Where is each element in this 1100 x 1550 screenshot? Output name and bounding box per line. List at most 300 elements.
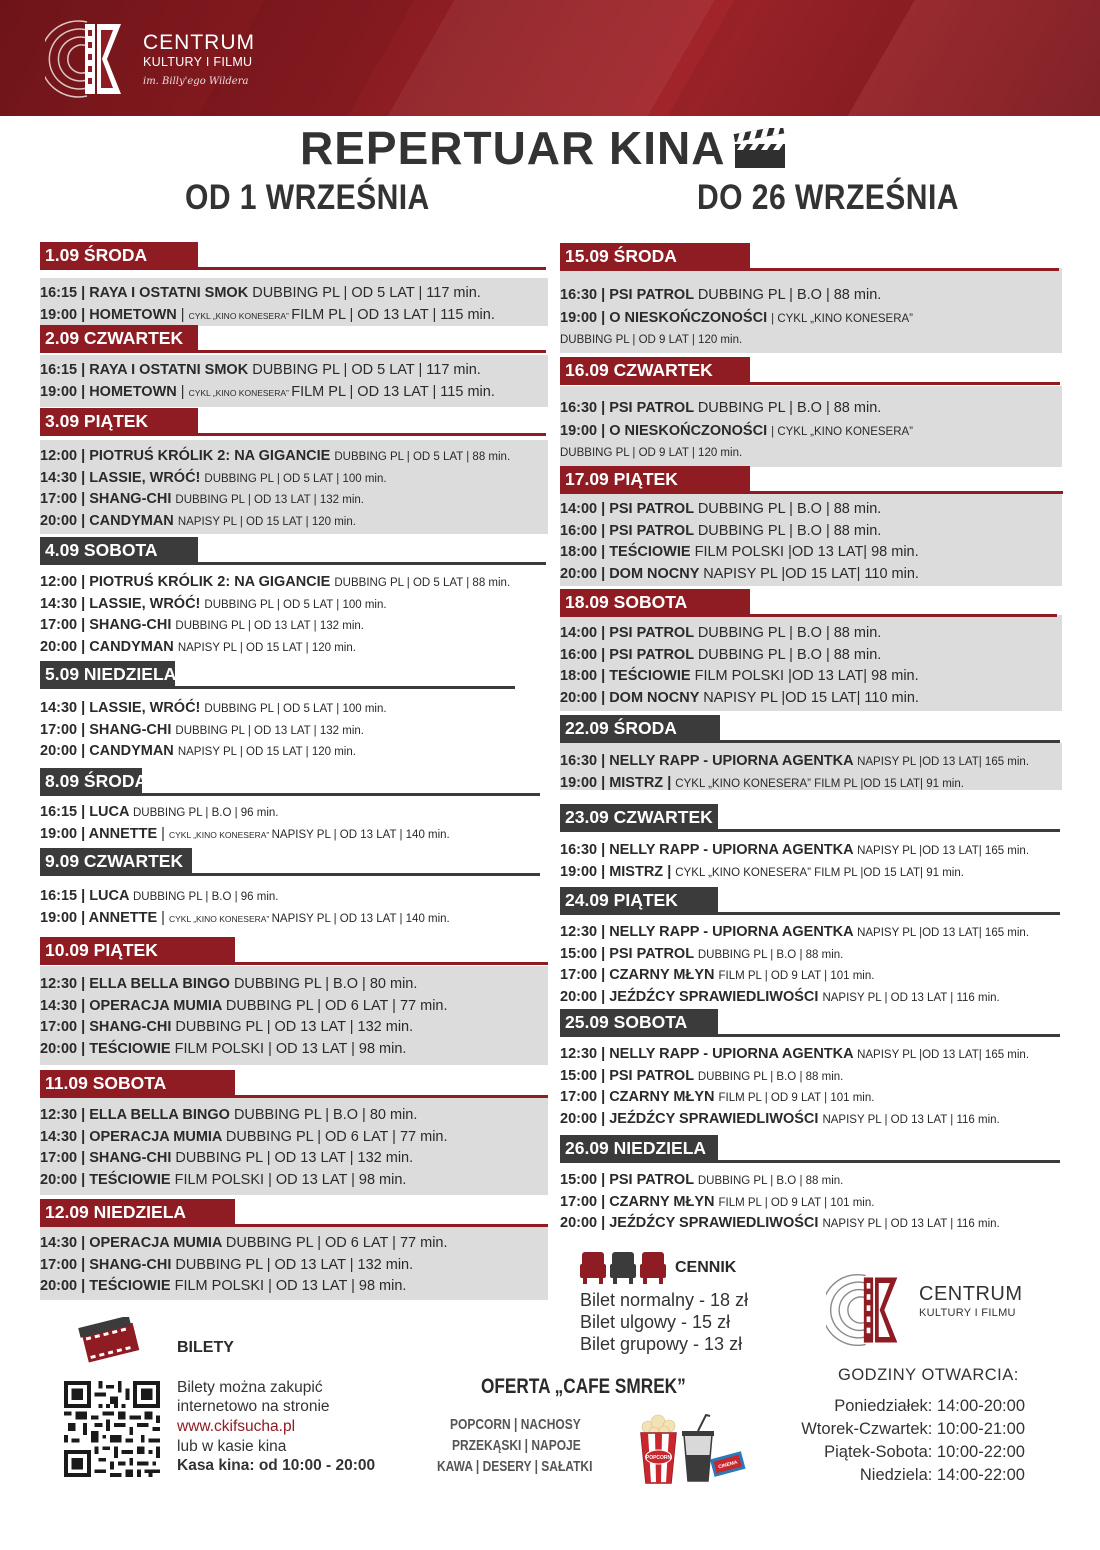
movie-details: DUBBING PL | OD 5 LAT | 88 min. [334,451,511,463]
cafe-offer-line-2: PRZEKĄSKI | NAPOJE [452,1437,581,1454]
movie-title: TEŚCIOWIE [609,544,695,560]
day-header: 23.09 CZWARTEK [560,804,718,831]
showtime: 17:00 | [40,1150,90,1166]
showtime-row [560,1213,1062,1235]
movie-title: MISTRZ [609,863,668,880]
movie-details: NAPISY PL | OD 15 LAT | 120 min. [177,641,356,654]
day-header: 3.09 PIĄTEK [40,408,198,435]
day-header: 9.09 CZWARTEK [40,848,192,875]
movie-details: CYKL „KINO KONESERA” [168,913,272,924]
movie-details: CYKL „KINO KONESERA” [168,829,272,840]
movie-details: DUBBING PL | OD 6 LAT | 77 min. [225,997,448,1014]
popcorn-drink-icon [636,1413,746,1485]
price-normal: Bilet normalny - 18 zł [580,1290,749,1310]
movie-details: FILM PL | OD 9 LAT | 101 min. [718,1092,875,1104]
showtime-row [40,1127,548,1149]
movie-title: PSI PATROL [609,646,698,663]
logo-subtitle: KULTURY I FILMU [143,55,253,69]
movie-title: MISTRZ [609,774,668,791]
showtime: 20:00 | [560,689,610,706]
right-day-6 [560,804,1062,880]
right-day-8 [560,1009,1062,1127]
showtime: 14:30 | [40,595,90,612]
showtime-row [40,572,548,594]
showtime: 14:00 | [560,625,610,641]
showtime: 14:30 | [40,1235,90,1251]
showtimes-list [560,751,1062,794]
left-day-2 [40,325,548,400]
movie-details: NAPISY PL | OD 15 LAT | 120 min. [177,746,356,758]
showtimes-list [40,283,548,326]
cafe-offer-line-3: KAWA | DESERY | SAŁATKI [437,1458,593,1475]
movie-title: OPERACJA MUMIA [89,1128,226,1145]
showtime-row [40,489,548,511]
showtime-row [560,840,1062,862]
showtime: 12:30 | [40,1107,90,1123]
movie-details: NAPISY PL |OD 13 LAT| 165 min. [857,756,1030,768]
movie-details: FILM POLSKI | OD 13 LAT | 98 min. [174,1040,407,1057]
showtimes-list [560,623,1062,709]
bilety-text-2: internetowo na stronie [177,1398,330,1415]
showtime: 20:00 | [560,988,610,1005]
movie-details: DUBBING PL | OD 6 LAT | 77 min. [225,1128,448,1145]
movie-details: DUBBING PL | OD 9 LAT | 120 min. [560,334,743,346]
movie-title: SHANG-CHI [89,1256,176,1273]
movie-details: DUBBING PL | B.O | 96 min. [132,807,279,819]
showtime: 19:00 | [40,825,89,842]
movie-title: PSI PATROL [609,400,698,416]
movie-details: DUBBING PL | OD 13 LAT | 132 min. [175,1019,414,1035]
showtime: | [667,774,676,791]
movie-title: HOMETOWN [89,383,181,400]
cinema-seats-icon [580,1248,670,1286]
movie-title: O NIESKOŃCZONOŚCI [609,310,772,326]
movie-details: DUBBING PL | OD 5 LAT | 100 min. [204,598,387,611]
showtime-row [40,886,548,908]
showtime: 19:00 | [560,423,610,439]
date-to: DO 26 WRZEŚNIA [697,178,959,217]
showtimes-list [560,1044,1062,1130]
logo-title: CENTRUM [143,31,255,54]
price-reduced: Bilet ulgowy - 15 zł [580,1312,731,1332]
movie-details: FILM PL | OD 9 LAT | 101 min. [718,1196,875,1209]
showtime-row [560,1192,1062,1214]
movie-title: PSI PATROL [609,625,698,641]
showtime-row [560,1087,1062,1109]
movie-details: DUBBING PL | OD 5 LAT | 117 min. [252,285,481,301]
movie-details: | [180,306,189,323]
movie-title: LASSIE, WRÓĆ! [89,595,205,612]
day-header: 12.09 NIEDZIELA [40,1199,235,1226]
movie-title: ELLA BELLA BINGO [89,976,234,992]
showtime-row [40,1148,548,1170]
showtime: 12:30 | [40,976,90,992]
showtime: 19:00 | [560,863,610,880]
showtime: 12:00 | [40,574,90,590]
movie-details: CYKL „KINO KONESERA” [188,310,292,321]
cinema-label: CINEMA [717,1459,739,1471]
left-day-8 [40,937,548,1057]
movie-details: NAPISY PL |OD 13 LAT| 165 min. [857,927,1030,939]
right-day-7 [560,887,1062,1005]
movie-title: JEŹDŹCY SPRAWIEDLIWOŚCI [609,1215,823,1231]
movie-details: DUBBING PL | B.O | 88 min. [697,625,882,641]
showtime: 16:30 | [560,287,610,303]
movie-details: DUBBING PL | B.O | 88 min. [697,287,882,303]
showtime-row [560,688,1062,710]
movie-details: NAPISY PL | OD 13 LAT | 116 min. [822,991,1000,1004]
showtime-row [560,987,1062,1009]
cafe-offer-line-1: POPCORN | NACHOSY [450,1416,581,1433]
left-day-1 [40,242,548,323]
movie-details: DUBBING PL | OD 5 LAT | 100 min. [204,472,387,485]
movie-details: FILM PL | OD 13 LAT | 115 min. [291,383,495,400]
right-day-5 [560,715,1062,791]
day-header: 22.09 ŚRODA [560,715,720,742]
day-header: 4.09 SOBOTA [40,537,198,564]
left-day-10 [40,1199,548,1294]
movie-title: SHANG-CHI [89,1150,176,1166]
movie-details: | CYKL „KINO KONESERA” [771,313,914,325]
popcorn-label: POPCORN [645,1455,672,1461]
showtime-row [560,329,1062,350]
showtime: 17:00 | [40,721,90,738]
showtime: 19:00 | [560,774,610,791]
bilety-text-1: Bilety można zakupić [177,1379,323,1396]
movie-details: DUBBING PL | OD 13 LAT | 132 min. [175,724,364,737]
day-header: 11.09 SOBOTA [40,1070,235,1097]
showtime: 20:00 | [40,1171,90,1188]
showtime-row [560,944,1062,966]
showtimes-list [40,572,548,658]
showtime-row [40,1039,548,1061]
showtime: 16:15 | [40,285,90,301]
movie-title: NELLY RAPP - UPIORNA AGENTKA [609,753,858,769]
movie-details: DUBBING PL | B.O | 88 min. [697,501,882,517]
bilety-box-office-hours: Kasa kina: od 10:00 - 20:00 [177,1457,376,1474]
showtime-row [560,421,1062,442]
right-day-9 [560,1135,1062,1231]
showtime-row [40,637,548,659]
movie-title: PSI PATROL [609,501,698,517]
showtime-row [40,1255,548,1277]
movie-details: DUBBING PL | B.O | 88 min. [697,646,882,663]
showtime: 16:00 | [560,646,610,663]
showtime: 19:00 | [40,306,90,323]
showtime: 14:00 | [560,501,610,517]
showtime-row [40,615,548,637]
hours-sunday: Niedziela: 14:00-22:00 [859,1466,1025,1484]
showtime-row [560,1109,1062,1131]
showtime-row [40,1233,548,1255]
showtime: 18:00 | [560,668,610,684]
showtime-row [560,283,1062,308]
showtime: 20:00 | [40,1040,90,1057]
showtime-row [560,773,1062,795]
showtimes-list [40,360,548,403]
movie-title: JEŹDŹCY SPRAWIEDLIWOŚCI [609,988,823,1005]
showtime: 16:30 | [560,842,610,858]
showtime: 20:00 | [560,1215,610,1231]
cennik-title: CENNIK [675,1259,737,1276]
day-header: 25.09 SOBOTA [560,1009,718,1036]
left-day-6 [40,768,548,842]
showtime: 15:00 | [560,945,610,962]
movie-details: DUBBING PL | OD 9 LAT | 120 min. [560,447,743,459]
showtime-row [40,974,548,996]
showtime: 17:00 | [560,1193,610,1210]
showtime-row [560,1066,1062,1088]
showtime: 20:00 | [560,565,610,582]
showtime: 16:15 | [40,888,90,904]
showtime-row [560,521,1062,543]
bilety-website-link[interactable]: www.ckifsucha.pl [177,1418,296,1435]
showtimes-list [40,802,548,845]
movie-title: TEŚCIOWIE [609,668,695,684]
movie-title: SHANG-CHI [89,491,176,507]
movie-details: DUBBING PL | OD 13 LAT | 132 min. [175,1256,414,1273]
showtime-row [560,499,1062,521]
movie-title: CANDYMAN [89,638,178,655]
movie-details: DUBBING PL | OD 5 LAT | 117 min. [252,362,481,378]
movie-details: NAPISY PL | OD 15 LAT | 120 min. [177,515,356,528]
clapperboard-icon [733,128,789,170]
movie-details: DUBBING PL | B.O | 96 min. [132,891,279,903]
price-group: Bilet grupowy - 13 zł [580,1334,743,1354]
movie-details: CYKL „KINO KONESERA” [188,387,292,398]
showtime-row [560,666,1062,688]
showtimes-list [560,1170,1062,1235]
movie-title: OPERACJA MUMIA [89,997,226,1014]
right-day-1 [560,243,1062,346]
showtime: 17:00 | [560,1089,610,1105]
showtime: 17:00 | [560,967,610,983]
hours-tue-thu: Wtorek-Czwartek: 10:00-21:00 [801,1420,1025,1438]
movie-details: NAPISY PL | OD 13 LAT | 116 min. [822,1113,1000,1126]
showtime-row [40,594,548,616]
movie-title: CANDYMAN [89,743,178,759]
bilety-title: BILETY [177,1339,234,1356]
movie-details: NAPISY PL |OD 15 LAT| 110 min. [703,565,919,582]
movie-title: CZARNY MŁYN [609,967,719,983]
tickets-icon [78,1317,140,1363]
showtime-row [40,360,548,382]
showtime: 17:00 | [40,617,90,633]
movie-title: PSI PATROL [609,945,698,962]
movie-title: SHANG-CHI [89,617,176,633]
showtimes-list [40,698,548,763]
showtime: 14:30 | [40,1128,90,1145]
showtime: 15:00 | [560,1067,610,1084]
movie-details: NAPISY PL | OD 13 LAT | 140 min. [271,912,450,925]
movie-title: TEŚCIOWIE [89,1040,175,1057]
showtime-row [560,308,1062,329]
day-header: 15.09 ŚRODA [560,243,750,270]
showtime-row [560,564,1062,586]
right-day-4 [560,589,1062,706]
showtime: 12:30 | [560,1046,610,1062]
showtime-row [40,908,548,930]
showtime: 20:00 | [40,743,90,759]
showtime: 12:30 | [560,924,610,940]
showtime: 17:00 | [40,1256,90,1273]
movie-details: DUBBING PL | B.O | 88 min. [697,400,882,416]
movie-title: LASSIE, WRÓĆ! [89,700,205,716]
movie-details: | [161,909,169,926]
left-day-3 [40,408,548,529]
movie-details: DUBBING PL | OD 5 LAT | 88 min. [334,577,511,589]
movie-details: CYKL „KINO KONESERA” FILM PL |OD 15 LAT| 91 min. [675,866,964,879]
movie-details: FILM POLSKI | OD 13 LAT | 98 min. [174,1171,407,1188]
cafe-offer-title: OFERTA „CAFE SMREK” [481,1375,686,1398]
movie-title: PSI PATROL [609,522,698,539]
qr-code-icon[interactable] [64,1381,160,1477]
header-logo[interactable] [45,16,255,102]
showtime-row [40,511,548,533]
movie-details: NAPISY PL |OD 15 LAT| 110 min. [703,689,919,706]
showtime: 17:00 | [40,1019,90,1035]
showtime: 20:00 | [40,512,90,529]
movie-details: DUBBING PL | B.O | 88 min. [697,1175,844,1187]
movie-title: LUCA [89,804,133,820]
showtimes-list [560,283,1062,350]
page-title: REPERTUAR KINA [300,122,726,174]
showtimes-list [560,499,1062,585]
footer-logo-subtitle: KULTURY I FILMU [919,1307,1016,1319]
movie-details: | [161,825,169,842]
day-header: 1.09 ŚRODA [40,242,198,269]
showtime: 19:00 | [40,909,89,926]
day-header: 16.09 CZWARTEK [560,357,750,384]
movie-details: | CYKL „KINO KONESERA” [771,426,914,438]
movie-details: FILM PL | OD 13 LAT | 115 min. [291,306,495,323]
movie-details: DUBBING PL | B.O | 88 min. [697,948,844,961]
hours-monday: Poniedziałek: 14:00-20:00 [834,1397,1025,1415]
showtime-row [40,996,548,1018]
date-from: OD 1 WRZEŚNIA [185,178,430,217]
showtime-row [40,720,548,742]
movie-details: DUBBING PL | OD 13 LAT | 132 min. [175,1150,414,1166]
movie-details: FILM PL | OD 9 LAT | 101 min. [718,970,875,982]
showtime: 16:30 | [560,753,610,769]
movie-details: FILM POLSKI | OD 13 LAT | 98 min. [174,1278,407,1294]
showtime-row [560,862,1062,884]
movie-title: CZARNY MŁYN [609,1089,719,1105]
showtime-row [560,1044,1062,1066]
movie-title: O NIESKOŃCZONOŚCI [609,423,772,439]
showtime-row [560,922,1062,944]
movie-title: PSI PATROL [609,287,698,303]
day-header: 2.09 CZWARTEK [40,325,198,352]
showtime: 20:00 | [560,1110,610,1127]
showtime-row [40,824,548,846]
movie-title: PIOTRUŚ KRÓLIK 2: NA GIGANCIE [89,448,335,464]
movie-title: CZARNY MŁYN [609,1193,719,1210]
movie-title: TEŚCIOWIE [89,1278,175,1294]
left-day-5 [40,661,548,759]
movie-details: CYKL „KINO KONESERA” FILM PL |OD 15 LAT| 91 min. [675,777,964,790]
movie-title: TEŚCIOWIE [89,1171,175,1188]
movie-title: LUCA [89,888,133,904]
showtime: 19:00 | [560,310,610,326]
left-day-4 [40,537,548,655]
showtimes-list [40,446,548,532]
movie-details: DUBBING PL | B.O | 80 min. [233,1107,418,1123]
showtime-row [40,305,548,327]
showtimes-list [40,886,548,929]
logo-signature: im. Billy'ego Wildera [143,76,249,87]
right-day-2 [560,357,1062,459]
movie-details: NAPISY PL | OD 13 LAT | 140 min. [271,828,450,841]
left-day-7 [40,848,548,926]
showtime: 17:00 | [40,491,90,507]
movie-title: ANNETTE [88,909,162,926]
movie-details: NAPISY PL |OD 13 LAT| 165 min. [857,1049,1030,1061]
footer-logo-icon [826,1270,911,1350]
movie-title: LASSIE, WRÓĆ! [89,469,205,486]
movie-details: DUBBING PL | OD 13 LAT | 132 min. [175,620,364,632]
right-day-3 [560,466,1062,582]
header-banner [0,0,1100,116]
showtime-row [560,396,1062,421]
day-header: 8.09 ŚRODA [40,768,142,795]
showtime: | [667,863,676,880]
showtime-row [40,468,548,490]
showtimes-list [560,922,1062,1008]
showtime: 15:00 | [560,1172,610,1188]
showtime-row [40,741,548,763]
movie-title: NELLY RAPP - UPIORNA AGENTKA [609,842,858,858]
showtime: 14:30 | [40,997,90,1014]
showtime-row [560,645,1062,667]
showtime: 14:30 | [40,469,90,486]
showtime-row [560,1170,1062,1192]
movie-details: | [180,383,189,400]
movie-details: NAPISY PL | OD 13 LAT | 116 min. [822,1218,1000,1230]
movie-title: PIOTRUŚ KRÓLIK 2: NA GIGANCIE [89,574,335,590]
showtime: 16:30 | [560,400,610,416]
showtimes-list [40,1105,548,1191]
movie-details: FILM POLSKI |OD 13 LAT| 98 min. [694,544,919,560]
movie-title: DOM NOCNY [609,689,704,706]
movie-title: NELLY RAPP - UPIORNA AGENTKA [609,924,858,940]
footer-logo-title: CENTRUM [919,1283,1023,1305]
day-header: 26.09 NIEDZIELA [560,1135,718,1162]
showtime-row [40,382,548,404]
movie-details: FILM POLSKI |OD 13 LAT| 98 min. [694,668,919,684]
showtime: 19:00 | [40,383,90,400]
movie-details: NAPISY PL |OD 13 LAT| 165 min. [857,845,1030,857]
movie-details: DUBBING PL | OD 6 LAT | 77 min. [225,1235,448,1251]
movie-title: SHANG-CHI [89,721,176,738]
movie-details: DUBBING PL | B.O | 80 min. [233,976,418,992]
day-header: 24.09 PIĄTEK [560,887,718,914]
movie-title: HOMETOWN [89,306,181,323]
movie-title: ELLA BELLA BINGO [89,1107,234,1123]
showtime-row [560,623,1062,645]
hours-fri-sat: Piątek-Sobota: 10:00-22:00 [824,1443,1025,1461]
showtime-row [40,1017,548,1039]
showtime: 18:00 | [560,544,610,560]
movie-title: SHANG-CHI [89,1019,176,1035]
movie-title: DOM NOCNY [609,565,704,582]
movie-title: PSI PATROL [609,1067,698,1084]
showtime-row [40,1170,548,1192]
movie-title: CANDYMAN [89,512,178,529]
showtimes-list [560,840,1062,883]
film-reel-logo-icon [45,16,135,102]
showtime: 16:00 | [560,522,610,539]
